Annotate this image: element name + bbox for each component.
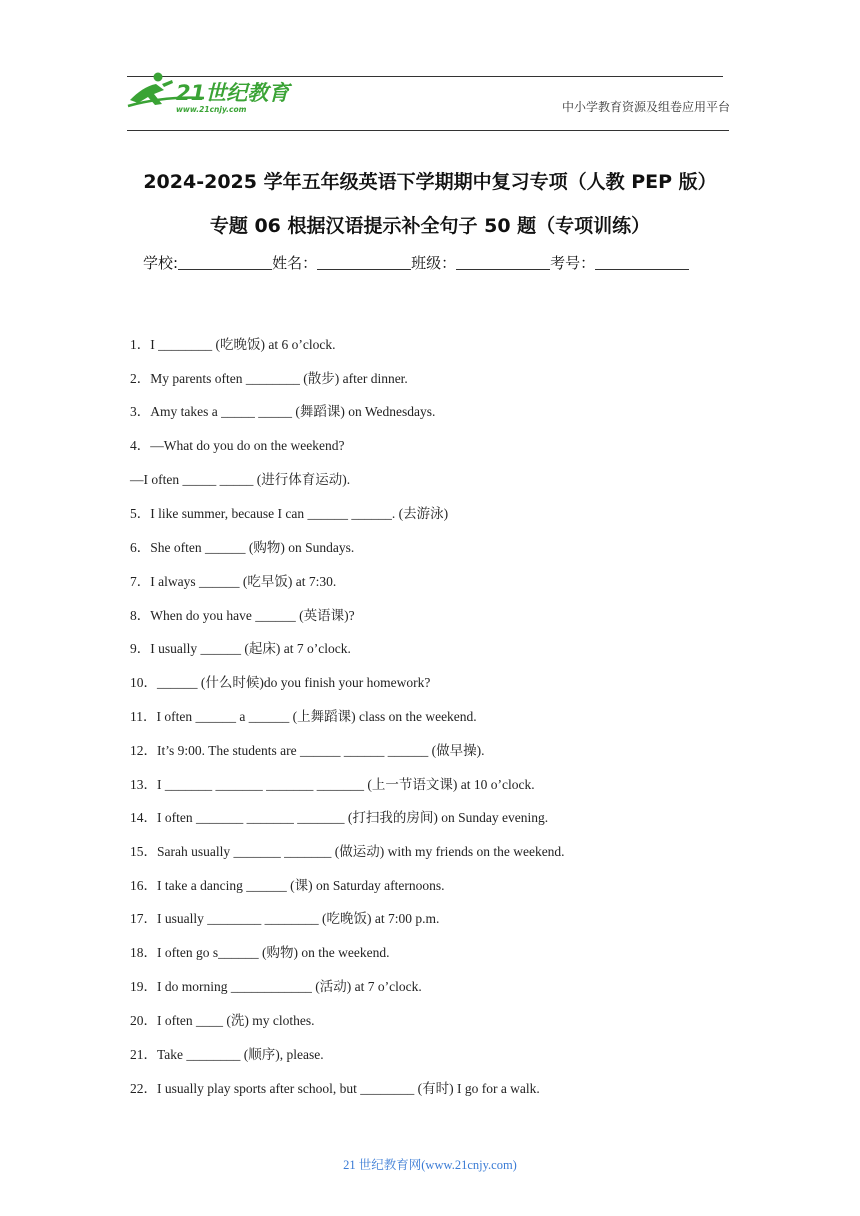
class-label: 班级： xyxy=(411,254,457,272)
question-18: 18．I often go s______ (购物) on the weekend. xyxy=(130,945,390,960)
school-blank[interactable] xyxy=(178,253,272,270)
footer-link[interactable]: 21 世纪教育网(www.21cnjy.com) xyxy=(343,1158,517,1172)
class-blank[interactable] xyxy=(456,253,550,270)
exam-number-blank[interactable] xyxy=(595,253,689,270)
exam-number-label: 考号： xyxy=(550,254,596,272)
logo-21cnjy xyxy=(124,70,294,116)
question-6: 6．She often ______ (购物) on Sundays. xyxy=(130,540,355,555)
question-20: 20．I often ____ (洗) my clothes. xyxy=(130,1013,315,1028)
question-13: 13．I _______ _______ _______ _______ (上一节语文课) at 10 o’clock. xyxy=(130,777,535,792)
question-21: 21．Take ________ (顺序), please. xyxy=(130,1047,324,1062)
question-8: 8．When do you have ______ (英语课)? xyxy=(130,608,355,623)
question-5: 5．I like summer, because I can ______ ______. (去游泳) xyxy=(130,506,449,521)
question-19: 19．I do morning ____________ (活动) at 7 o’clock. xyxy=(130,979,422,994)
student-info-row xyxy=(143,252,689,273)
question-9: 9．I usually ______ (起床) at 7 o’clock. xyxy=(130,641,351,656)
header-bottom-rule xyxy=(127,130,729,131)
name-label: 姓名： xyxy=(272,254,318,272)
document-subtitle: 专题 06 根据汉语提示补全句子 50 题（专项训练） xyxy=(209,215,651,237)
question-7: 7．I always ______ (吃早饭) at 7:30. xyxy=(130,574,337,589)
question-12: 12．It’s 9:00. The students are ______ ______ ______ (做早操). xyxy=(130,743,485,758)
question-3: 3．Amy takes a _____ _____ (舞蹈课) on Wednesdays. xyxy=(130,404,436,419)
question-11: 11．I often ______ a ______ (上舞蹈课) class on the weekend. xyxy=(130,709,477,724)
question-4: 4．—What do you do on the weekend? xyxy=(130,438,345,453)
question-15: 15．Sarah usually _______ _______ (做运动) with my friends on the weekend. xyxy=(130,844,565,859)
question-14: 14．I often _______ _______ _______ (打扫我的房间) on Sunday evening. xyxy=(130,810,549,825)
question-2: 2．My parents often ________ (散步) after dinner. xyxy=(130,371,408,386)
document-title: 2024-2025 学年五年级英语下学期期中复习专项（人教 PEP 版） xyxy=(143,171,717,193)
school-label: 学校: xyxy=(143,254,179,272)
question-22: 22．I usually play sports after school, but ________ (有时) I go for a walk. xyxy=(130,1081,540,1096)
logo-text: 21世纪教育 xyxy=(176,81,290,105)
question-4-answer: —I often _____ _____ (进行体育运动). xyxy=(130,472,351,487)
question-17: 17．I usually ________ ________ (吃晚饭) at 7:00 p.m. xyxy=(130,911,440,926)
question-1: 1．I ________ (吃晚饭) at 6 o’clock. xyxy=(130,337,336,352)
question-10: 10．______ (什么时候)do you finish your homework? xyxy=(130,675,431,690)
name-blank[interactable] xyxy=(317,253,411,270)
platform-caption: 中小学教育资源及组卷应用平台 xyxy=(561,100,730,114)
logo-url: www.21cnjy.com xyxy=(176,105,247,114)
question-16: 16．I take a dancing ______ (课) on Saturday afternoons. xyxy=(130,878,445,893)
